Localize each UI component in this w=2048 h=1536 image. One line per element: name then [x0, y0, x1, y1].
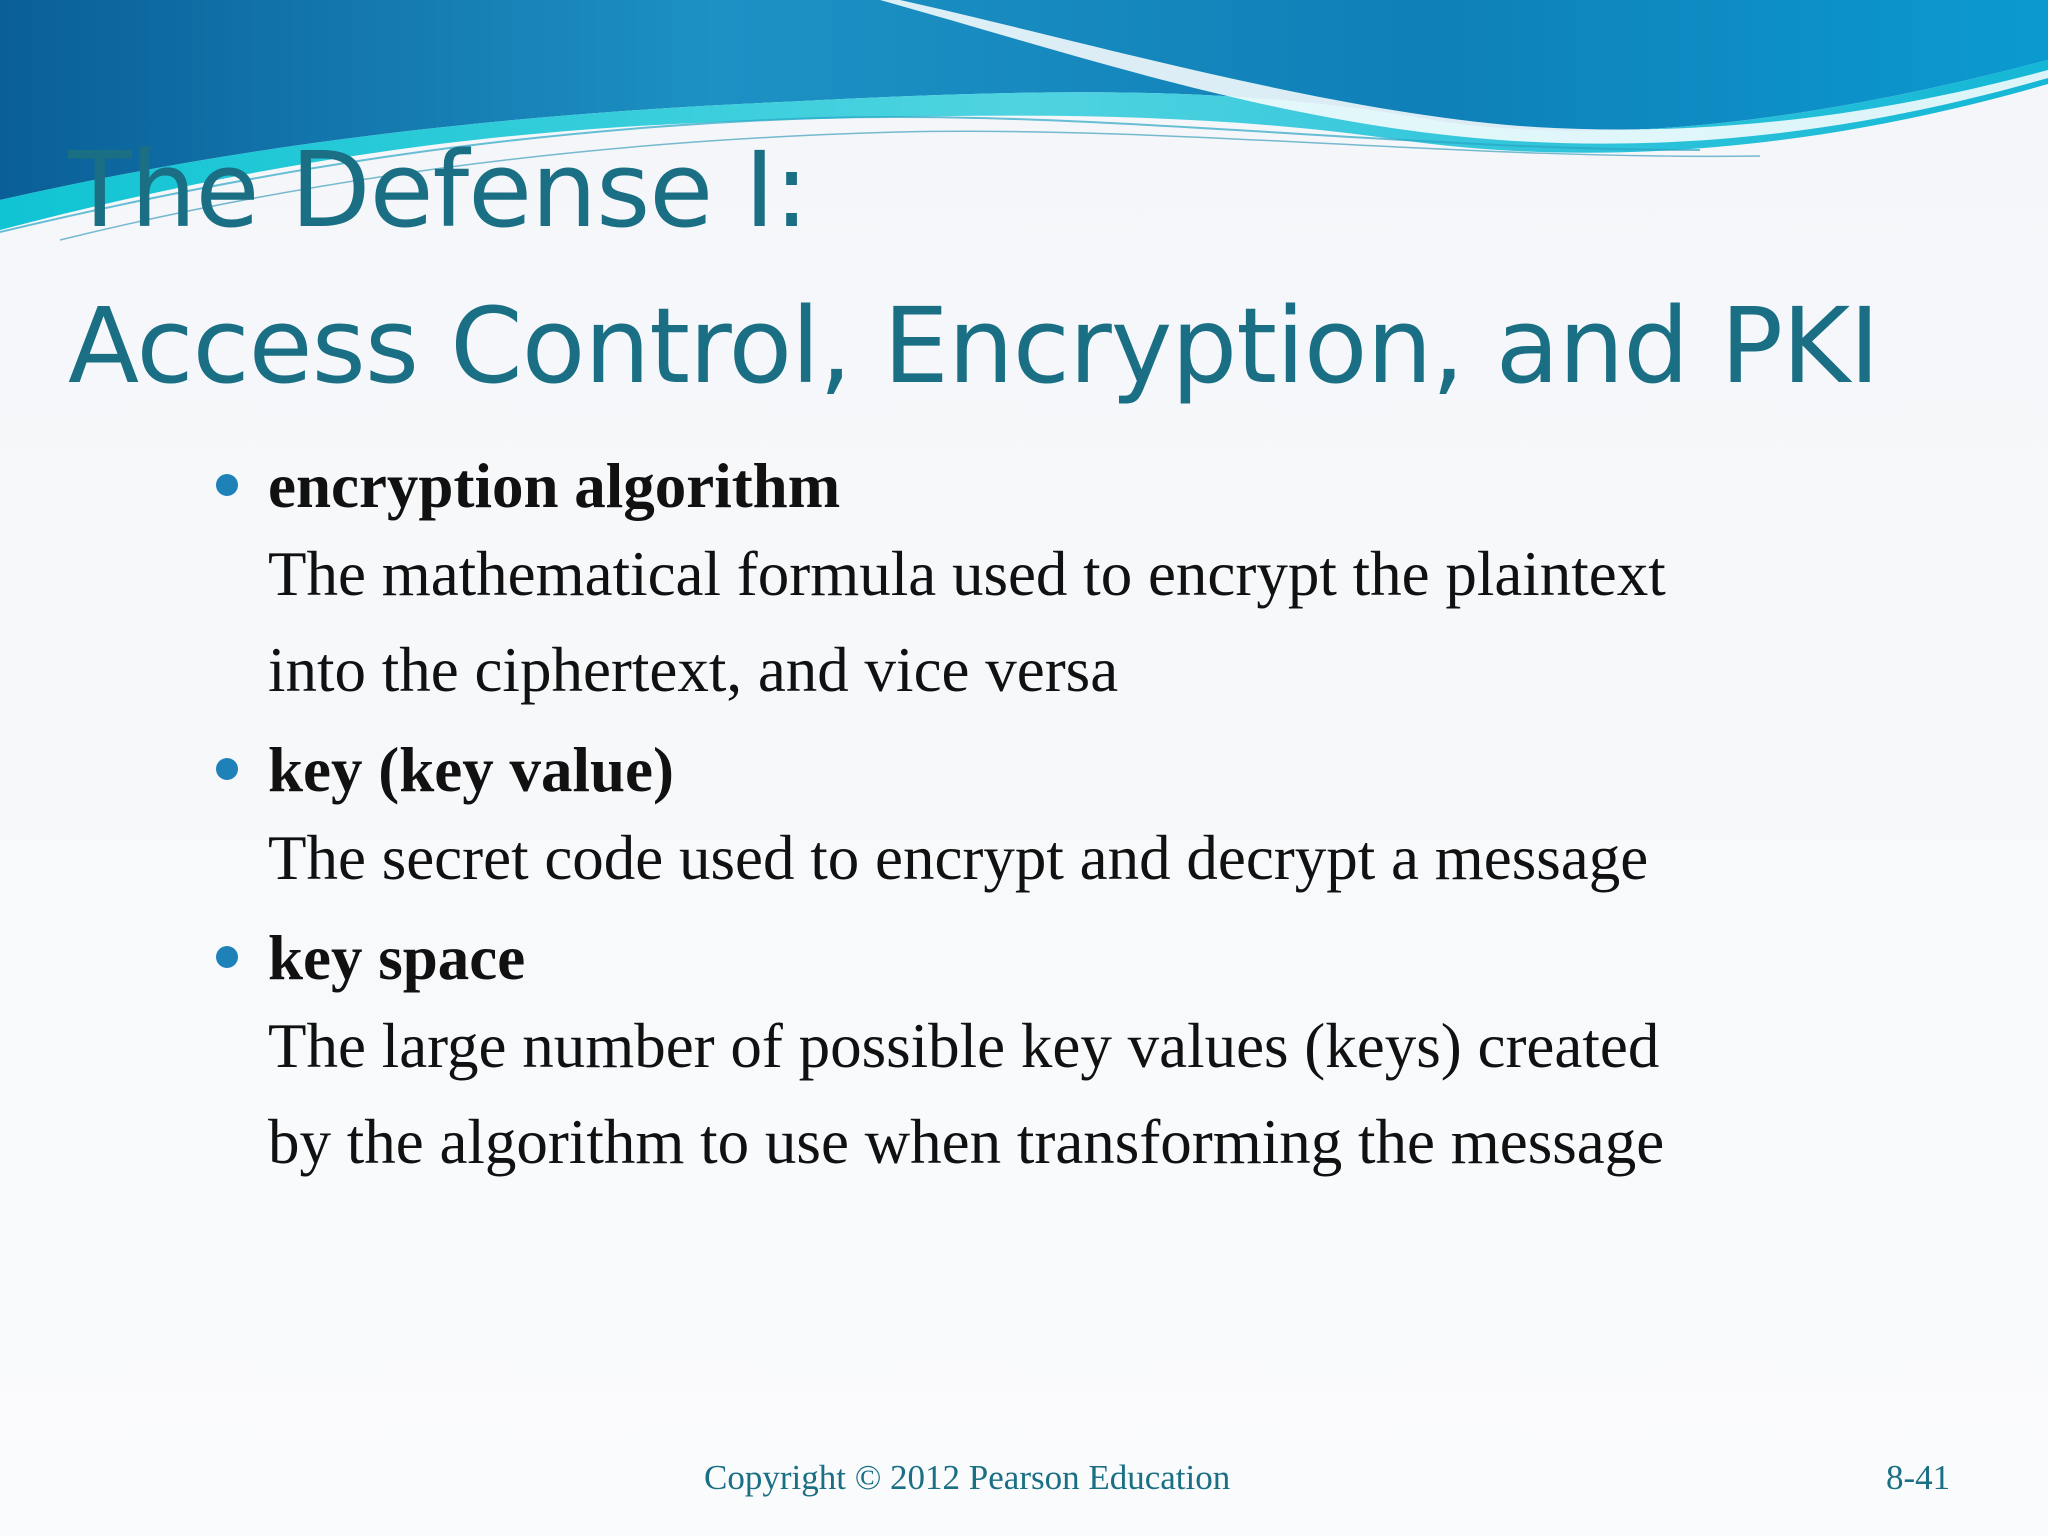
term-label: key (key value) [268, 735, 674, 805]
title-line-1: The Defense I: [68, 129, 808, 251]
bullet-list [208, 440, 1968, 1196]
footer-copyright: Copyright © 2012 Pearson Education [704, 1458, 1231, 1497]
slide-title [68, 112, 1988, 424]
term-label: key space [268, 923, 526, 993]
bullet-icon [216, 474, 238, 496]
title-line-2: Access Control, Encryption, and PKI [68, 285, 1879, 407]
bullet-icon [216, 758, 238, 780]
footer-page-number: 8-41 [1886, 1458, 1951, 1497]
term-description-line: by the algorithm to use when transforming the message [268, 1107, 1665, 1177]
bullet-item-encryption-algorithm [208, 440, 1968, 532]
term-description-line: The secret code used to encrypt and decrypt a message [268, 823, 1649, 893]
bullet-item-key-value [208, 724, 1968, 816]
bullet-item-key-space [208, 912, 1968, 1004]
term-description-line: into the ciphertext, and vice versa [268, 635, 1119, 705]
term-description-line: The mathematical formula used to encrypt the plaintext [268, 539, 1666, 609]
term-label: encryption algorithm [268, 451, 841, 521]
bullet-icon [216, 946, 238, 968]
term-description-line: The large number of possible key values (keys) created [268, 1011, 1660, 1081]
